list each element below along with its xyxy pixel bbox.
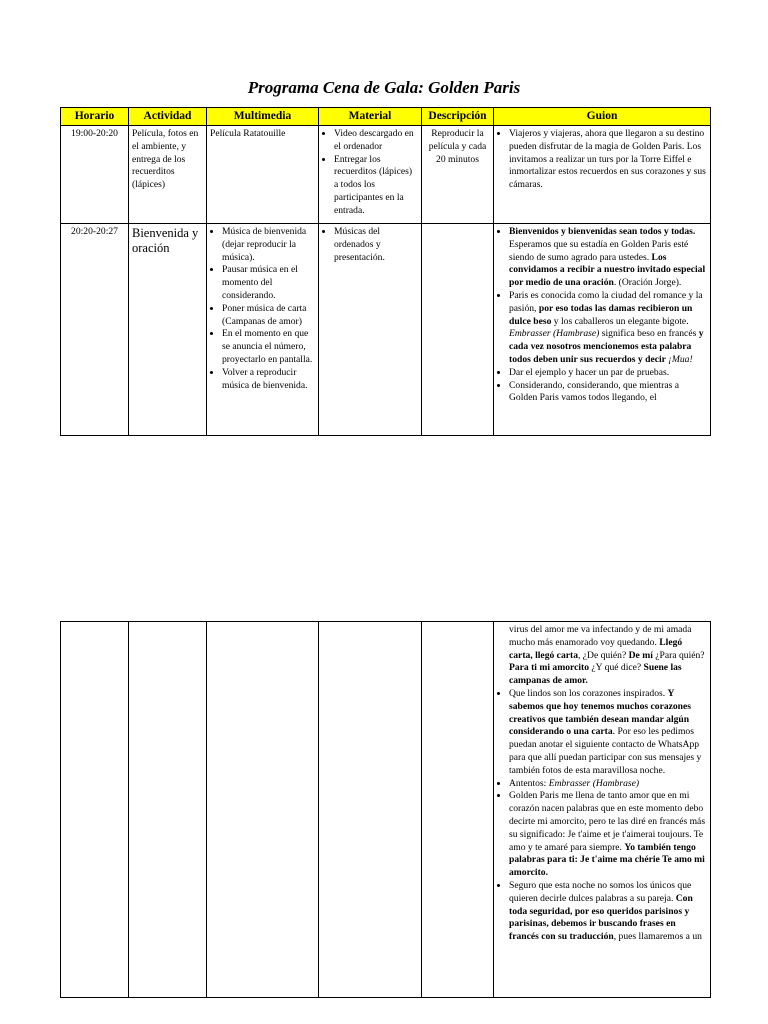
- header-material: Material: [319, 108, 422, 126]
- cell-material: [319, 126, 422, 224]
- text: Seguro que esta noche no somos los únicos que quieren decirle dulces palabras a su pareja.: [509, 879, 692, 904]
- list-item: • Entregar los recuerditos (lápices) a todos los participantes en la entrada.: [334, 154, 418, 218]
- italic-text: Embrasser (Hambrase): [548, 777, 640, 789]
- cell-horario: 19:00-20:20: [61, 126, 129, 224]
- list-item: • En el momento en que se anuncia el número, proyectarlo en pantalla.: [222, 328, 315, 366]
- header-row: [61, 108, 711, 126]
- text: Paris es conocida como la ciudad del romance y la pasión,: [509, 289, 703, 314]
- program-table: [60, 107, 711, 436]
- header-guion: Guion: [494, 108, 711, 126]
- list-item: [509, 688, 707, 778]
- text: y los caballeros un elegante bigote.: [551, 315, 689, 327]
- list-item: • Poner música de carta (Campanas de amor): [222, 303, 315, 329]
- header-horario: Horario: [61, 108, 129, 126]
- bold-text: y cada vez nosotros mencionemos esta palabra todos deben unir sus recuerdos y decir: [509, 328, 704, 365]
- header-descripcion: Descripción: [422, 108, 494, 126]
- header-multimedia: Multimedia: [207, 108, 319, 126]
- bold-text: Yo también tengo palabras para ti: Je t'aime ma chérie Te amo mi amorcito.: [509, 841, 705, 879]
- cell-descripcion: [422, 622, 494, 998]
- cell-multimedia: Película Ratatouille: [207, 126, 319, 224]
- list-item: • Viajeros y viajeras, ahora que llegaron a su destino pueden disfrutar de la magia de Golden Paris. Los invitamos a realizar un turs por la Torre Eiffel e inmortalizar estos recuerdos en sus corazones y sus cámaras.: [509, 128, 707, 192]
- cell-actividad: Bienvenida y oración: [129, 224, 207, 436]
- cell-actividad: [129, 622, 207, 998]
- text: Antentos:: [509, 777, 549, 789]
- bold-text: Bienvenidos y bienvenidas sean todos y todas.: [509, 226, 696, 237]
- list-item: • Dar el ejemplo y hacer un par de pruebas.: [509, 367, 707, 380]
- text: virus del amor me va infectando y de mi amada mucho más enamorado voy quedando.: [509, 624, 692, 648]
- document-title: Programa Cena de Gala: Golden Paris: [247, 78, 521, 97]
- list-item: [509, 880, 707, 944]
- text: Golden Paris me llena de tanto amor que en mi corazón nacen palabras que en este momento debo decirte mi amorcito, pero te las diré en francés más su significado: Je t'aime et je t'aimerai toujours. Te amo y te amaré para siempre.: [509, 790, 706, 853]
- text: , pues llamaremos a un: [613, 931, 702, 943]
- list-item: • Músicas del ordenados y presentación.: [334, 226, 418, 264]
- list-item: [509, 290, 707, 367]
- list-item: • Música de bienvenida (dejar reproducir la música).: [222, 226, 315, 264]
- bold-text: Y sabemos que hoy tenemos muchos corazones creativos que también desean mandar algún considerando o una carta: [509, 687, 692, 738]
- program-table-continued: [60, 621, 711, 998]
- list-item: • Volver a reproducir música de bienvenida.: [222, 367, 315, 393]
- header-actividad: Actividad: [129, 108, 207, 126]
- cell-horario: [61, 622, 129, 998]
- italic-text: ¡Mua!: [668, 353, 693, 365]
- text: ¿Para quién?: [652, 649, 705, 661]
- cell-guion: [494, 622, 711, 998]
- cell-material: [319, 224, 422, 436]
- bold-text: De mí: [628, 649, 653, 661]
- text: Que lindos son los corazones inspirados.: [509, 687, 668, 699]
- bold-text: Con toda seguridad, por eso queridos parisinos y parisinas, debemos ir buscando frases en francés con su traducción: [509, 892, 693, 943]
- list-item: • Pausar música en el momento del considerando.: [222, 264, 315, 302]
- table-row: [61, 224, 711, 436]
- list-item: • Video descargado en el ordenador: [334, 128, 418, 154]
- cell-multimedia: [207, 224, 319, 436]
- table-row: [61, 622, 711, 998]
- paragraph: [497, 624, 707, 688]
- bold-text: Para ti mi amorcito: [509, 662, 590, 674]
- cell-descripcion: [422, 224, 494, 436]
- italic-text: Embrasser (Hambrase): [509, 328, 600, 340]
- cell-actividad: Película, fotos en el ambiente, y entrega de los recuerditos (lápices): [129, 126, 207, 224]
- text: , ¿De quién?: [578, 649, 629, 661]
- text: Esperamos que su estadía en Golden Paris esté siendo de sumo agrado para ustedes.: [509, 238, 689, 263]
- bold-text: Suene las campanas de amor.: [509, 662, 682, 687]
- text: . Por eso les pedimos puedan anotar el siguiente contacto de WhatsApp para que allí puedan participar con sus mensajes y también fotos de esta maravillosa noche.: [509, 726, 702, 776]
- cell-material: [319, 622, 422, 998]
- bold-text: Los convidamos a recibir a nuestro invitado especial por medio de una oración: [509, 251, 706, 289]
- list-item: [509, 790, 707, 880]
- list-item: [509, 226, 707, 290]
- cell-descripcion: Reproducir la película y cada 20 minutos: [422, 126, 494, 224]
- text: ¿Y qué dice?: [589, 662, 644, 674]
- list-item: • Considerando, considerando, que mientras a Golden Paris vamos todos llegando, el: [509, 380, 707, 406]
- bold-text: por eso todas las damas recibieron un dulce beso: [509, 302, 693, 327]
- cell-horario: 20:20-20:27: [61, 224, 129, 436]
- table-row: [61, 126, 711, 224]
- text: significa beso en francés: [599, 328, 699, 340]
- cell-guion: [494, 126, 711, 224]
- cell-multimedia: [207, 622, 319, 998]
- cell-guion: [494, 224, 711, 436]
- text: . (Oración Jorge).: [613, 277, 682, 289]
- bold-text: Llegó carta, llegó carta: [509, 636, 683, 661]
- list-item: [509, 778, 707, 791]
